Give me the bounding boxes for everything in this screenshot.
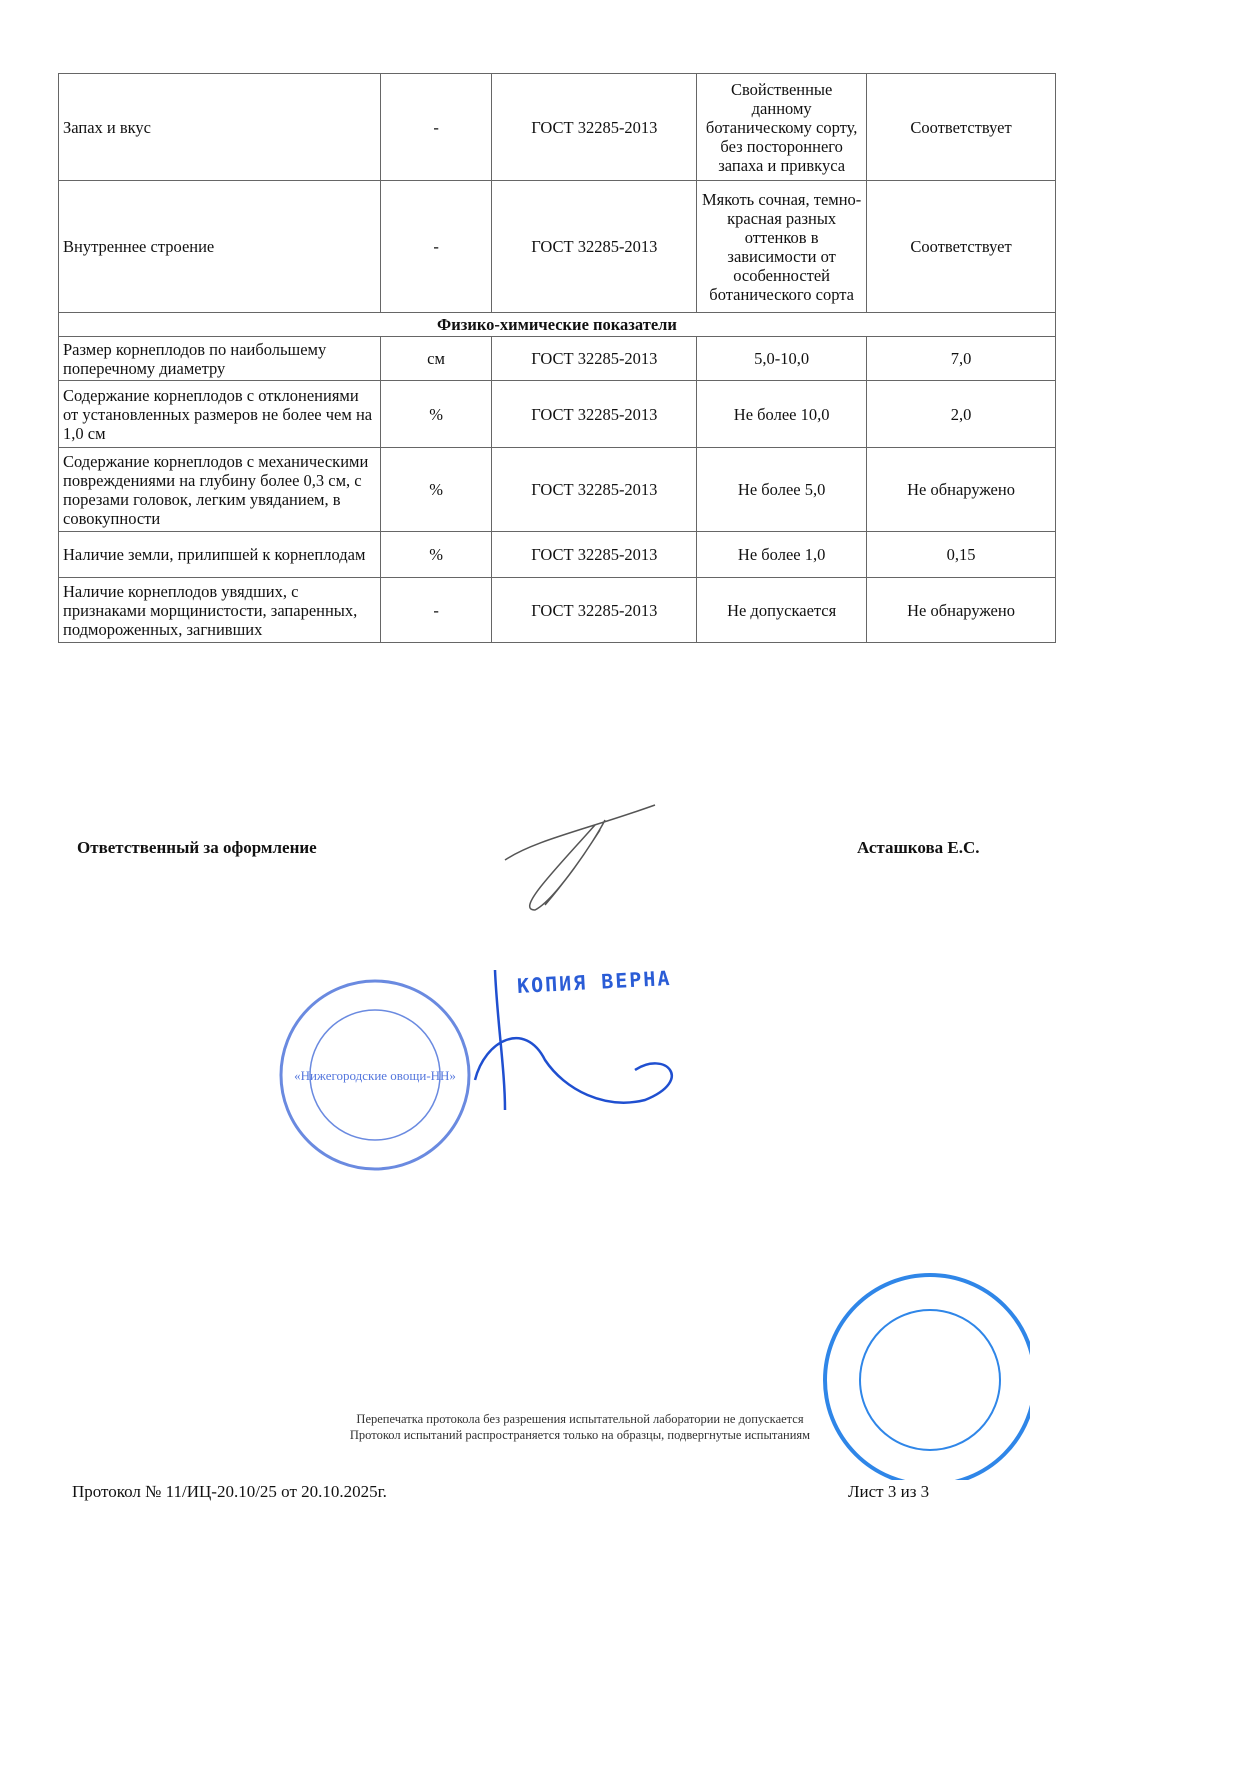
method: ГОСТ 32285-2013	[492, 381, 697, 448]
certifying-signature	[465, 960, 695, 1130]
note-scope: Протокол испытаний распространяется только на образцы, подвергнутые испытаниям	[349, 1428, 811, 1442]
unit: %	[380, 532, 492, 578]
norm: Свойственные данному ботаническому сорту, без постороннего запаха и привкуса	[697, 74, 867, 181]
unit: -	[380, 578, 492, 643]
signature-image	[495, 800, 675, 920]
table-row	[59, 181, 1056, 313]
result: 2,0	[867, 381, 1056, 448]
norm: Мякоть сочная, темно-красная разных оттенков в зависимости от особенностей ботанического сорта	[697, 181, 867, 313]
indicator-name: Запах и вкус	[59, 74, 381, 181]
unit: -	[380, 74, 492, 181]
norm: Не более 1,0	[697, 532, 867, 578]
method: ГОСТ 32285-2013	[492, 448, 697, 532]
second-seal	[810, 1260, 1030, 1480]
svg-text:«Нижегородские овощи-НН»: «Нижегородские овощи-НН»	[294, 1068, 456, 1083]
indicator-name: Наличие земли, прилипшей к корнеплодам	[59, 532, 381, 578]
indicator-name: Наличие корнеплодов увядших, с признаками морщинистости, запаренных, подмороженных, загнивших	[59, 578, 381, 643]
method: ГОСТ 32285-2013	[492, 532, 697, 578]
table-row	[59, 381, 1056, 448]
method: ГОСТ 32285-2013	[492, 74, 697, 181]
table-row	[59, 337, 1056, 381]
indicator-name: Содержание корнеплодов с механическими повреждениями на глубину более 0,3 см, с порезами головок, легким увяданием, в совокупности	[59, 448, 381, 532]
table-row	[59, 74, 1056, 181]
method: ГОСТ 32285-2013	[492, 578, 697, 643]
indicator-name: Содержание корнеплодов с отклонениями от установленных размеров не более чем на 1,0 см	[59, 381, 381, 448]
indicator-name: Внутреннее строение	[59, 181, 381, 313]
unit: %	[380, 448, 492, 532]
results-table	[58, 73, 1056, 643]
unit: %	[380, 381, 492, 448]
result: Не обнаружено	[867, 448, 1056, 532]
result: Соответствует	[867, 74, 1056, 181]
page-number: Лист 3 из 3	[848, 1482, 930, 1501]
signature-name: Асташкова Е.С.	[857, 838, 980, 857]
result: 7,0	[867, 337, 1056, 381]
table-row	[59, 448, 1056, 532]
section-header: Физико-химические показатели	[59, 313, 1056, 337]
table-row	[59, 532, 1056, 578]
protocol-number: Протокол № 11/ИЦ-20.10/25 от 20.10.2025г.	[72, 1482, 387, 1501]
copy-stamp: КОПИЯ ВЕРНА	[516, 965, 672, 999]
table-row	[59, 578, 1056, 643]
result: 0,15	[867, 532, 1056, 578]
result: Соответствует	[867, 181, 1056, 313]
company-seal	[275, 975, 475, 1175]
method: ГОСТ 32285-2013	[492, 181, 697, 313]
norm: Не более 10,0	[697, 381, 867, 448]
norm: 5,0-10,0	[697, 337, 867, 381]
result: Не обнаружено	[867, 578, 1056, 643]
norm: Не допускается	[697, 578, 867, 643]
note-reprint: Перепечатка протокола без разрешения испытательной лаборатории не допускается	[356, 1412, 804, 1426]
unit: см	[380, 337, 492, 381]
method: ГОСТ 32285-2013	[492, 337, 697, 381]
indicator-name: Размер корнеплодов по наибольшему поперечному диаметру	[59, 337, 381, 381]
unit: -	[380, 181, 492, 313]
signature-label: Ответственный за оформление	[77, 838, 317, 857]
norm: Не более 5,0	[697, 448, 867, 532]
